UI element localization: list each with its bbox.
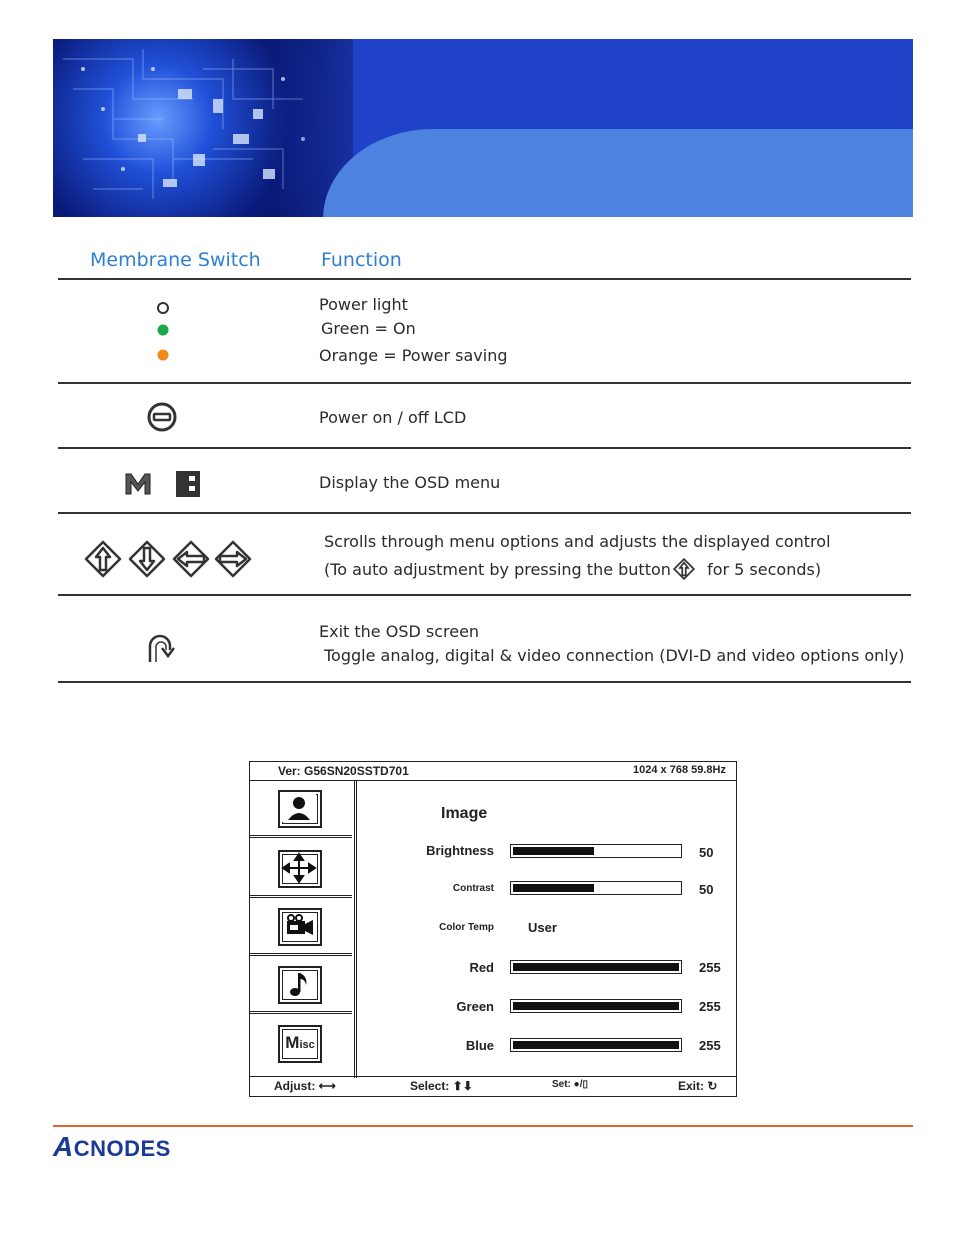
function-exit-osd: Exit the OSD screen — [319, 622, 480, 641]
osd-tab-audio — [250, 956, 352, 1014]
table-divider — [58, 512, 911, 514]
exit-arrow-icon — [146, 632, 176, 664]
bar-fill — [513, 847, 594, 855]
osd-hint-adjust: Adjust: ⟷ — [274, 1079, 336, 1093]
osd-tab-position — [250, 840, 352, 898]
osd-top-bar — [250, 762, 736, 781]
music-note-icon — [280, 968, 318, 1000]
power-button-icon — [146, 401, 178, 433]
osd-label-brightness: Brightness — [426, 843, 494, 858]
osd-menu-screenshot — [249, 761, 737, 1097]
function-auto-adjust: (To auto adjustment by pressing the button for 5 seconds) — [324, 560, 822, 579]
function-scroll-adjust: Scrolls through menu options and adjusts the displayed control — [324, 532, 831, 551]
osd-tab-column — [250, 780, 354, 1078]
osd-color-temp-value: User — [528, 920, 557, 935]
osd-contrast-value: 50 — [699, 882, 714, 897]
function-power-light: Power light — [319, 295, 408, 314]
menu-m-icon — [124, 472, 152, 496]
table-divider — [58, 681, 911, 683]
osd-contrast-bar — [510, 881, 682, 895]
led-green-icon — [158, 325, 169, 336]
function-orange-saving: Orange = Power saving — [319, 346, 508, 365]
footer-divider — [53, 1125, 913, 1127]
osd-green-bar — [510, 999, 682, 1013]
osd-green-value: 255 — [699, 999, 721, 1014]
bar-fill — [513, 1002, 679, 1010]
osd-hint-exit: Exit: ↻ — [678, 1079, 718, 1093]
osd-hint-set: Set: ●/▯ — [552, 1079, 588, 1090]
bar-fill — [513, 963, 679, 971]
osd-brightness-value: 50 — [699, 845, 714, 860]
camera-icon — [280, 910, 318, 942]
osd-resolution: 1024 x 768 59.8Hz — [633, 764, 726, 776]
column-header-switch: Membrane Switch — [90, 249, 261, 271]
osd-label-contrast: Contrast — [452, 883, 494, 894]
down-arrow-icon — [130, 542, 164, 576]
led-indicator-icons — [154, 299, 172, 363]
bar-fill — [513, 884, 594, 892]
osd-blue-value: 255 — [699, 1038, 721, 1053]
header-banner — [53, 39, 913, 217]
bar-fill — [513, 1041, 679, 1049]
osd-tab-video — [250, 898, 352, 956]
osd-label-blue: Blue — [465, 1038, 494, 1053]
osd-label-red: Red — [469, 960, 494, 975]
right-arrow-icon — [216, 542, 250, 576]
banner-curve — [323, 129, 913, 217]
osd-bottom-bar — [250, 1076, 736, 1096]
osd-red-bar — [510, 960, 682, 974]
osd-label-color-temp: Color Temp — [439, 922, 494, 933]
osd-hint-select: Select: ⬆⬇ — [410, 1079, 473, 1093]
person-icon — [280, 792, 318, 824]
osd-red-value: 255 — [699, 960, 721, 975]
up-arrow-icon — [671, 558, 697, 580]
company-logo: ACNODES — [53, 1131, 171, 1162]
osd-tab-misc: Misc — [250, 1015, 352, 1073]
osd-version: Ver: G56SN20SSTD701 — [278, 764, 409, 778]
navigation-arrow-icons — [84, 540, 252, 578]
function-green-on: Green = On — [321, 319, 416, 338]
led-off-icon — [158, 303, 168, 313]
menu-panel-icon — [175, 470, 201, 498]
osd-brightness-bar — [510, 844, 682, 858]
column-header-function: Function — [321, 249, 402, 271]
table-divider — [58, 278, 911, 280]
move-arrows-icon — [280, 852, 318, 884]
osd-label-green: Green — [456, 999, 494, 1014]
table-divider — [58, 594, 911, 596]
table-divider — [58, 382, 911, 384]
osd-tab-image — [250, 780, 352, 838]
function-power-onoff: Power on / off LCD — [319, 408, 467, 427]
osd-blue-bar — [510, 1038, 682, 1052]
table-divider — [58, 447, 911, 449]
led-orange-icon — [158, 350, 169, 361]
left-arrow-icon — [174, 542, 208, 576]
function-toggle-connection: Toggle analog, digital & video connection (DVI-D and video options only) — [324, 646, 905, 665]
up-arrow-icon — [86, 542, 120, 576]
function-display-osd: Display the OSD menu — [319, 473, 501, 492]
osd-page-title: Image — [441, 805, 488, 822]
